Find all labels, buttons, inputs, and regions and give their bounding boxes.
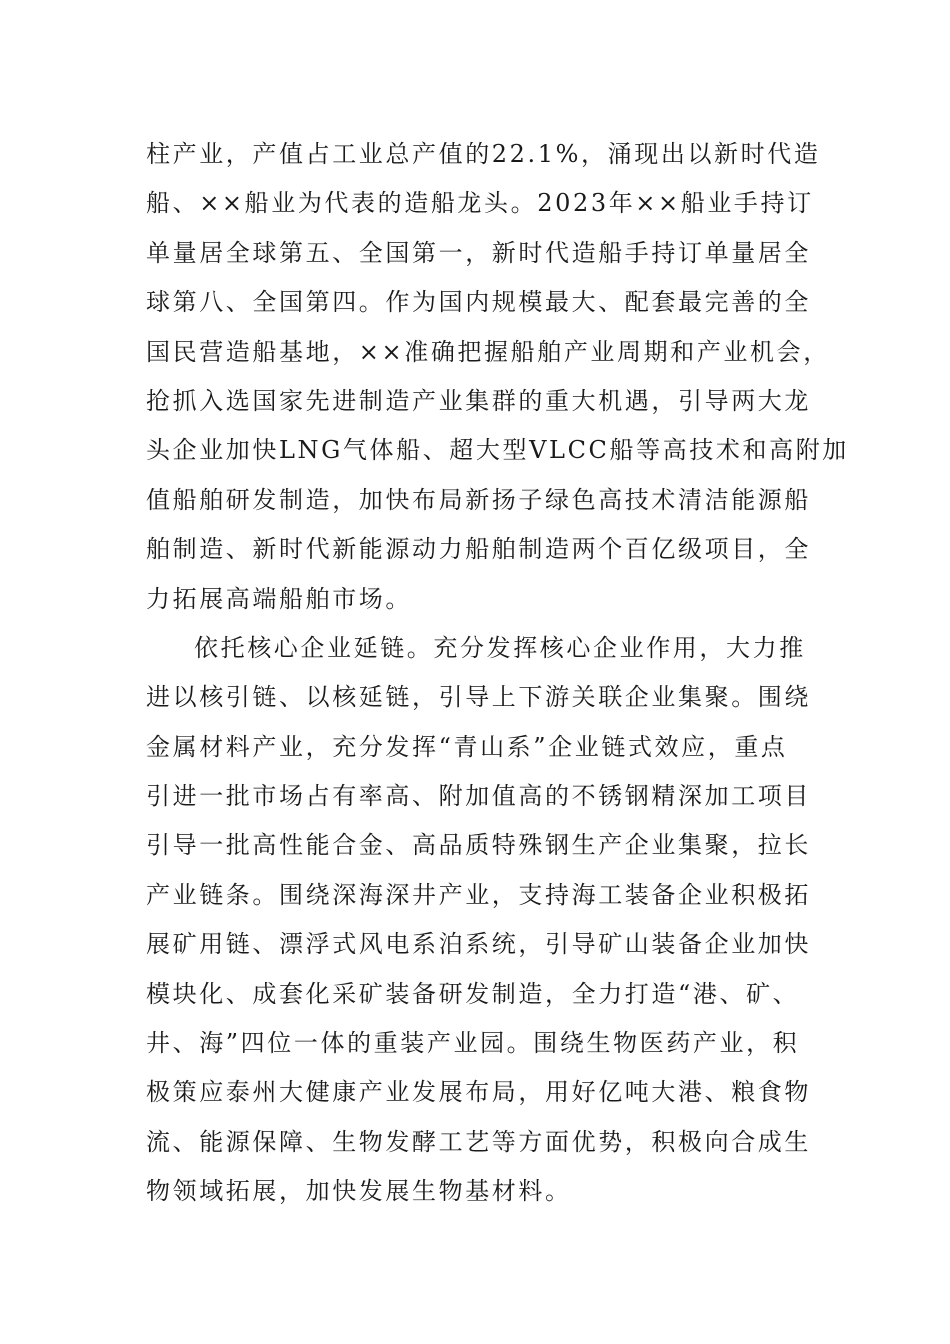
text-line: 模块化、成套化采矿装备研发制造，全力打造“港、矿、 <box>146 979 800 1008</box>
paragraph-1 <box>146 130 849 624</box>
text-line: 值船舶研发制造，加快布局新扬子绿色高技术清洁能源船 <box>146 485 811 514</box>
text-line: 柱产业，产值占工业总产值的22.1%，涌现出以新时代造 <box>146 140 821 168</box>
text-line: 流、能源保障、生物发酵工艺等方面优势，积极向合成生 <box>146 1127 811 1156</box>
text-line: 展矿用链、漂浮式风电系泊系统，引导矿山装备企业加快 <box>146 930 811 959</box>
text-line: 引进一批市场占有率高、附加值高的不锈钢精深加工项目 <box>146 782 811 811</box>
text-line: 进以核引链、以核延链，引导上下游关联企业集聚。围绕 <box>146 683 811 712</box>
text-line: 船、××船业为代表的造船龙头。2023年××船业手持订 <box>146 189 814 218</box>
text-line: 极策应泰州大健康产业发展布局，用好亿吨大港、粮食物 <box>146 1078 811 1107</box>
text-line: 舶制造、新时代新能源动力船舶制造两个百亿级项目，全 <box>146 535 811 564</box>
text-line: 头企业加快LNG气体船、超大型VLCC船等高技术和高附加 <box>146 436 849 465</box>
text-line: 球第八、全国第四。作为国内规模最大、配套最完善的全 <box>146 288 811 317</box>
text-line: 井、海”四位一体的重装产业园。围绕生物医药产业，积 <box>146 1029 800 1058</box>
text-line: 抢抓入选国家先进制造产业集群的重大机遇，引导两大龙 <box>146 386 811 415</box>
text-line: 物领域拓展，加快发展生物基材料。 <box>146 1177 572 1206</box>
document-page <box>146 130 849 1217</box>
text-line: 依托核心企业延链。充分发挥核心企业作用，大力推 <box>194 633 806 662</box>
paragraph-2 <box>146 624 811 1217</box>
text-line: 金属材料产业，充分发挥“青山系”企业链式效应，重点 <box>146 732 788 761</box>
text-line: 产业链条。围绕深海深井产业，支持海工装备企业积极拓 <box>146 880 811 909</box>
text-line: 力拓展高端船舶市场。 <box>146 584 412 613</box>
text-line: 引导一批高性能合金、高品质特殊钢生产企业集聚，拉长 <box>146 831 811 860</box>
text-line: 国民营造船基地，××准确把握船舶产业周期和产业机会， <box>146 337 830 366</box>
text-line: 单量居全球第五、全国第一，新时代造船手持订单量居全 <box>146 238 811 267</box>
